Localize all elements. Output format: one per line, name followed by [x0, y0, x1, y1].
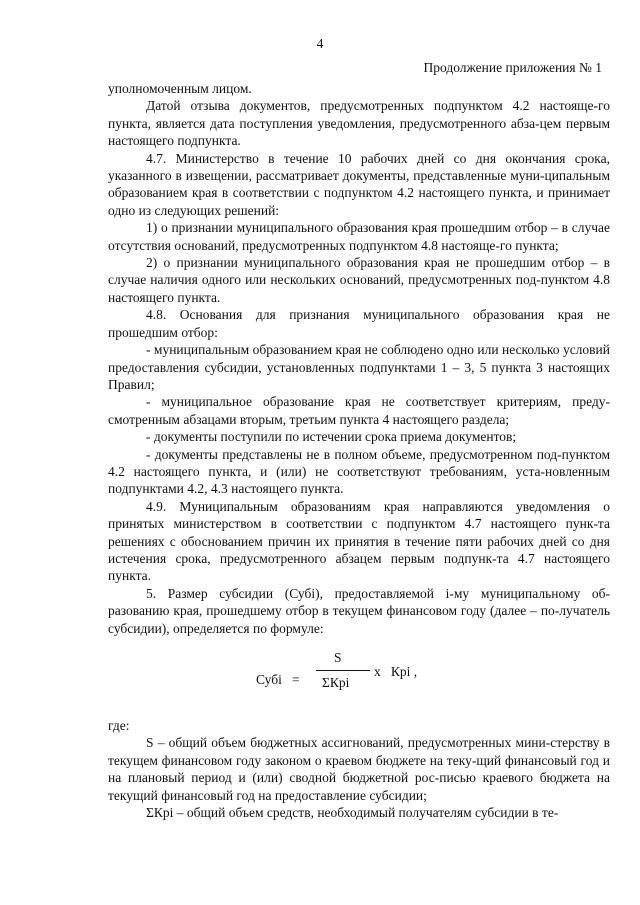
- paragraph: 5. Размер субсидии (Субi), предоставляемой i-му муниципальному об-разованию края, прошедшему отбор в текущем финансовом году (далее – по-лучатель субсидии), определяется по формуле:: [108, 585, 610, 636]
- where-label: где:: [108, 718, 130, 733]
- paragraph: уполномоченным лицом.: [108, 81, 252, 96]
- formula-denominator: ΣКрi: [322, 675, 350, 690]
- page-number: 4: [316, 36, 324, 51]
- paragraph: - муниципальное образование края не соответствует критериям, преду-смотренным абзацами вторым, третьим пункта 4 настоящего раздела;: [108, 394, 610, 427]
- paragraph: 1) о признании муниципального образования края прошедшим отбор – в случае отсутствия оснований, предусмотренных подпунктом 4.8 настояще-го пункта;: [108, 220, 610, 253]
- definition: ΣКрi – общий объем средств, необходимый получателям субсидии в те-: [146, 805, 559, 821]
- paragraph: - документы представлены не в полном объеме, предусмотренном под-пунктом 4.2 настоящего пункта, и (или) не соответствуют требованиям, уста-новленным подпунктами 4.2, 4.3 настоящего пункта.: [108, 446, 610, 497]
- paragraph: Датой отзыва документов, предусмотренных подпунктом 4.2 настояще-го пункта, является дата поступления уведомления, предусмотренного абза-цем первым настоящего подпункта.: [108, 98, 610, 149]
- paragraph: - документы поступили по истечении срока приема документов;: [146, 429, 517, 445]
- subsidy-formula: [108, 643, 610, 713]
- paragraph: 2) о признании муниципального образования края не прошедшим отбор – в случае наличия одного или нескольких оснований, предусмотренных под-пунктом 4.8 настоящего пункта.: [108, 255, 610, 305]
- paragraph: - муниципальным образованием края не соблюдено одно или несколько условий предоставления субсидии, установленных подпунктами 1 – 3, 5 пункта 3 настоящих Правил;: [108, 342, 610, 392]
- definition: S – общий объем бюджетных ассигнований, предусмотренных мини-стерству в текущем финансовом году законом о краевом бюджете на теку-щий финансовый год и на плановый период и (или) сводной бюджетной рос-писью краевого бюджета на текущий финансовый год на предоставление субсидии;: [108, 735, 610, 803]
- appendix-header: Продолжение приложения № 1: [423, 60, 602, 75]
- paragraph: 4.9. Муниципальным образованиям края направляются уведомления о принятых министерством в соответствии с подпунктом 4.7 настоящего пунк-та решениях с обоснованием причин их принятия в течение пяти рабочих дней со дня истечения срока, предусмотренного абзацем первым подпунк-та 4.7 настоящего пункта.: [108, 498, 610, 584]
- paragraph: 4.8. Основания для признания муниципального образования края не прошедшим отбор:: [108, 307, 610, 340]
- document-body: [108, 80, 610, 821]
- paragraph: 4.7. Министерство в течение 10 рабочих дней со дня окончания срока, указанного в извещении, рассматривает документы, представленные муни-ципальным образованием края в соответствии с подпунктом 4.2 настоящего пункта, и принимает одно из следующих решений:: [108, 150, 610, 218]
- formula-lhs: Субi =: [256, 672, 300, 687]
- formula-numerator: S: [334, 650, 342, 665]
- fraction-bar: [316, 670, 370, 671]
- formula-multiplier: х Крi ,: [374, 664, 418, 679]
